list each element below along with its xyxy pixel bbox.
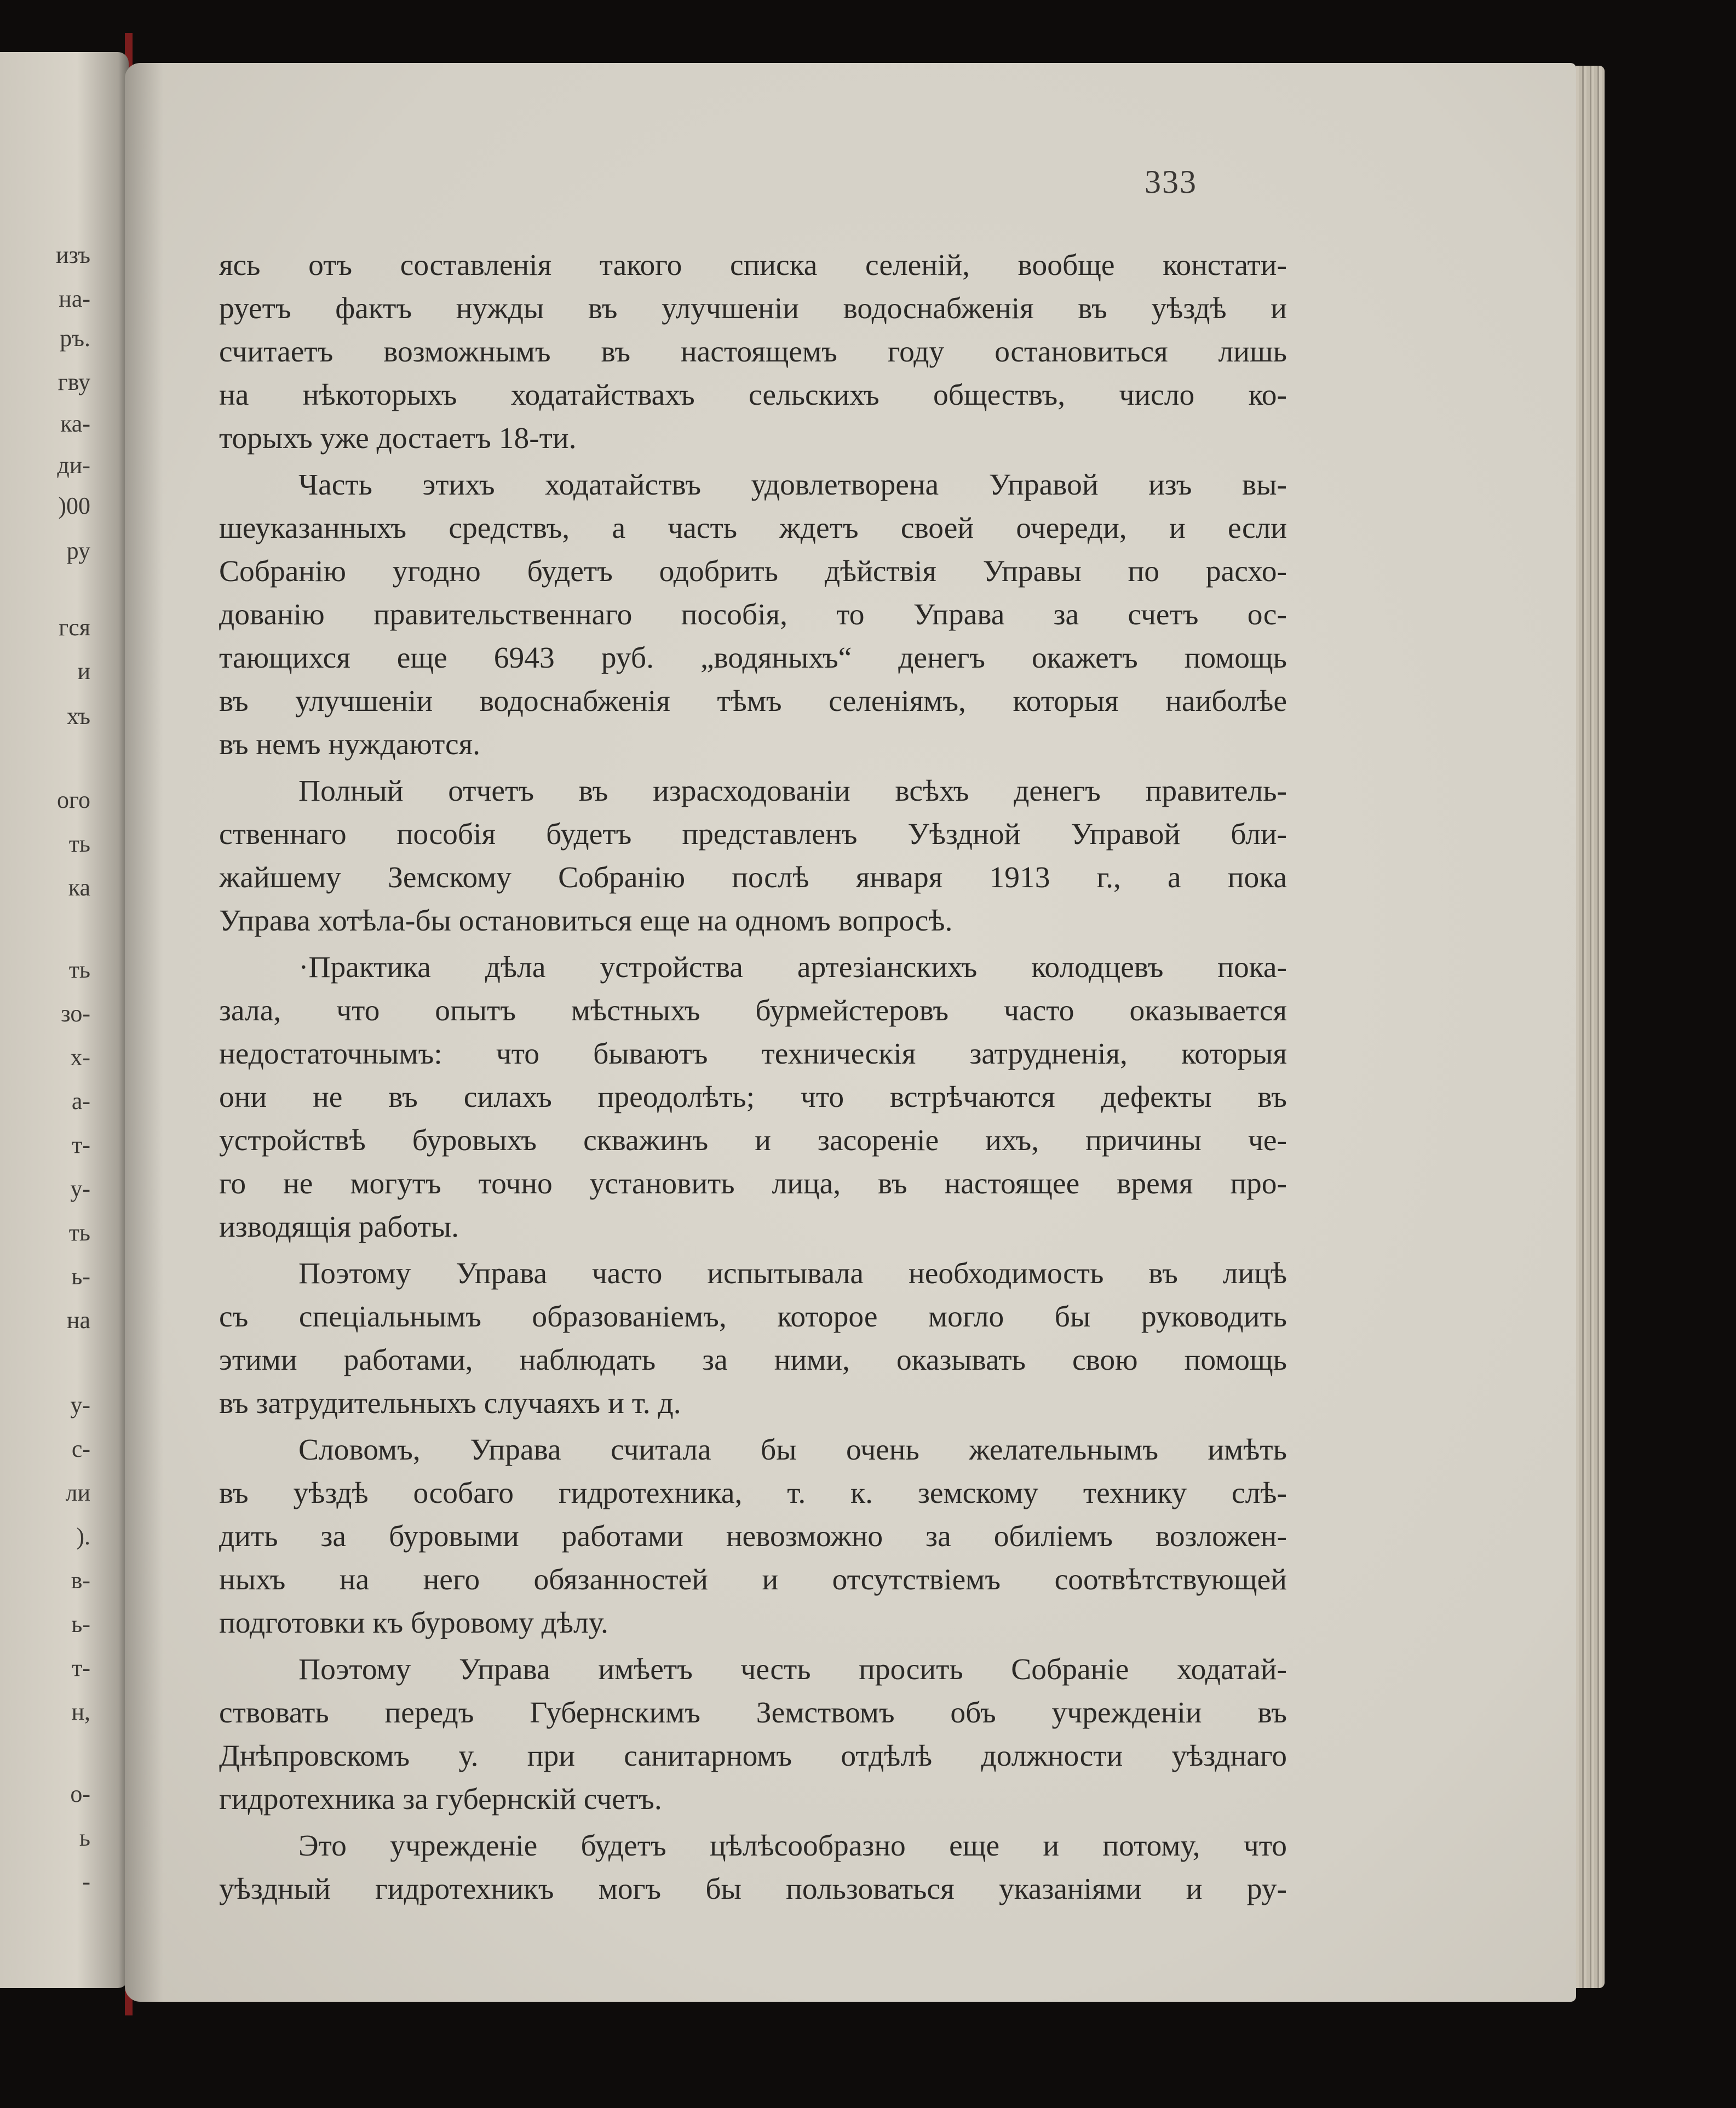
left-page-fragment: о- bbox=[70, 1780, 90, 1807]
left-page-fragment: изъ bbox=[56, 242, 90, 268]
text-line: Часть этихъ ходатайствъ удовлетворена Управой изъ вы- bbox=[298, 468, 1287, 502]
paragraph bbox=[219, 769, 1287, 943]
left-page bbox=[0, 52, 129, 1988]
text-line: Управа хотѣла-бы остановиться еще на одномъ вопросѣ. bbox=[219, 904, 953, 938]
text-line: торыхъ уже достаетъ 18-ти. bbox=[219, 422, 577, 455]
text-line: жайшему Земскому Собранію послѣ января 1913 г., а пока bbox=[219, 861, 1287, 894]
text-line: Это учрежденіе будетъ цѣлѣсообразно еще и потому, что bbox=[298, 1829, 1287, 1863]
left-page-fragment: на bbox=[66, 1307, 90, 1334]
left-page-fragment: т- bbox=[72, 1131, 90, 1158]
paragraph bbox=[219, 244, 1287, 460]
text-line: устройствѣ буровыхъ скважинъ и засореніе ихъ, причины че- bbox=[219, 1124, 1287, 1157]
left-page-fragment: гву bbox=[58, 369, 90, 395]
text-line: гидротехника за губернскій счетъ. bbox=[219, 1783, 662, 1816]
left-page-fragment: с- bbox=[71, 1435, 90, 1462]
text-line: на нѣкоторыхъ ходатайствахъ сельскихъ обществъ, число ко- bbox=[219, 378, 1287, 412]
left-page-fragment: ). bbox=[76, 1523, 90, 1550]
text-line: изводящія работы. bbox=[219, 1210, 459, 1244]
left-page-fragment: зо- bbox=[61, 1000, 90, 1027]
left-page-fragment: ли bbox=[65, 1479, 90, 1506]
left-page-fragment: в- bbox=[71, 1567, 90, 1594]
right-page bbox=[125, 63, 1576, 2002]
left-page-fragment: ть bbox=[68, 956, 90, 983]
left-page-fragment: у- bbox=[70, 1175, 90, 1202]
left-page-fragment: ръ. bbox=[60, 325, 90, 352]
left-page-fragment: х- bbox=[70, 1044, 90, 1071]
left-page-fragment: )00 bbox=[58, 492, 90, 519]
text-line: Словомъ, Управа считала бы очень желательнымъ имѣть bbox=[298, 1433, 1287, 1467]
left-page-fragment: гся bbox=[59, 614, 90, 641]
paragraph bbox=[219, 1428, 1287, 1645]
text-line: съ спеціальнымъ образованіемъ, которое могло бы руководить bbox=[219, 1300, 1287, 1334]
text-line: подготовки къ буровому дѣлу. bbox=[219, 1606, 608, 1640]
text-line: въ затрудительныхъ случаяхъ и т. д. bbox=[219, 1387, 681, 1420]
text-line: въ улучшеніи водоснабженія тѣмъ селеніямъ, которыя наиболѣе bbox=[219, 685, 1287, 718]
text-line: уѣздный гидротехникъ могъ бы пользоваться указаніями и ру- bbox=[219, 1872, 1287, 1906]
left-page-fragment: ого bbox=[57, 786, 90, 813]
text-line: го не могутъ точно установить лица, въ настоящее время про- bbox=[219, 1167, 1287, 1201]
text-line: Днѣпровскомъ у. при санитарномъ отдѣлѣ должности уѣзднаго bbox=[219, 1739, 1287, 1773]
left-page-fragment: т- bbox=[72, 1655, 90, 1681]
text-line: Полный отчетъ въ израсходованіи всѣхъ денегъ правитель- bbox=[298, 774, 1287, 808]
left-page-fragment: и bbox=[77, 658, 90, 685]
text-line: дить за буровыми работами невозможно за обиліемъ возложен- bbox=[219, 1520, 1287, 1553]
text-line: ныхъ на него обязанностей и отсутствіемъ соотвѣтствующей bbox=[219, 1563, 1287, 1596]
paragraph bbox=[219, 946, 1287, 1249]
text-line: руетъ фактъ нужды въ улучшеніи водоснабженія въ уѣздѣ и bbox=[219, 292, 1287, 325]
left-page-fragment: ди- bbox=[57, 452, 90, 479]
page-number: 333 bbox=[1145, 164, 1197, 200]
text-line: Поэтому Управа часто испытывала необходимость въ лицѣ bbox=[298, 1257, 1287, 1290]
left-page-fragment: ь bbox=[79, 1824, 90, 1851]
page-text bbox=[219, 244, 1287, 1914]
text-line: считаетъ возможнымъ въ настоящемъ году остановиться лишь bbox=[219, 335, 1287, 369]
left-page-fragment: ть bbox=[68, 1219, 90, 1246]
left-page-fragment: а- bbox=[71, 1088, 90, 1115]
text-line: этими работами, наблюдать за ними, оказывать свою помощь bbox=[219, 1343, 1287, 1377]
left-page-fragment: ка bbox=[68, 874, 90, 901]
paragraph bbox=[219, 463, 1287, 766]
text-line: шеуказанныхъ средствъ, а часть ждетъ своей очереди, и если bbox=[219, 512, 1287, 545]
left-page-fragment: у- bbox=[70, 1392, 90, 1418]
text-line: въ уѣздѣ особаго гидротехника, т. к. земскому технику слѣ- bbox=[219, 1477, 1287, 1510]
left-page-fragment: на- bbox=[59, 285, 90, 312]
left-page-fragment: ть bbox=[68, 830, 90, 857]
page-gutter-shadow bbox=[125, 63, 163, 2002]
text-line: ·Практика дѣла устройства артезіанскихъ колодцевъ пока- bbox=[298, 951, 1287, 984]
text-line: ственнаго пособія будетъ представленъ Уѣздной Управой бли- bbox=[219, 818, 1287, 851]
left-page-fragment: хъ bbox=[66, 703, 90, 730]
text-line: они не въ силахъ преодолѣть; что встрѣчаются дефекты въ bbox=[219, 1081, 1287, 1114]
text-line: дованію правительственнаго пособія, то Управа за счетъ ос- bbox=[219, 598, 1287, 631]
paragraph bbox=[219, 1252, 1287, 1425]
text-line: ясь отъ составленія такого списка селеній, вообще констати- bbox=[219, 249, 1287, 282]
left-page-fragment: ру bbox=[66, 537, 90, 564]
left-page-fragment: ь- bbox=[71, 1263, 90, 1290]
text-line: Поэтому Управа имѣетъ честь просить Собраніе ходатай- bbox=[298, 1653, 1287, 1686]
text-line: зала, что опытъ мѣстныхъ бурмейстеровъ часто оказывается bbox=[219, 994, 1287, 1027]
left-page-fragment: ка- bbox=[60, 410, 90, 437]
text-line: Собранію угодно будетъ одобрить дѣйствія Управы по расхо- bbox=[219, 555, 1287, 588]
text-line: ствовать передъ Губернскимъ Земствомъ объ учрежденіи въ bbox=[219, 1696, 1287, 1730]
paragraph bbox=[219, 1824, 1287, 1911]
left-page-fragment: ь- bbox=[71, 1611, 90, 1638]
text-line: въ немъ нуждаются. bbox=[219, 728, 481, 761]
text-line: недостаточнымъ: что бываютъ техническія затрудненія, которыя bbox=[219, 1037, 1287, 1071]
text-line: тающихся еще 6943 руб. „водяныхъ“ денегъ окажетъ помощь bbox=[219, 641, 1287, 675]
left-page-fragment: н, bbox=[71, 1698, 90, 1725]
paragraph bbox=[219, 1648, 1287, 1821]
left-page-fragment: - bbox=[82, 1868, 90, 1895]
